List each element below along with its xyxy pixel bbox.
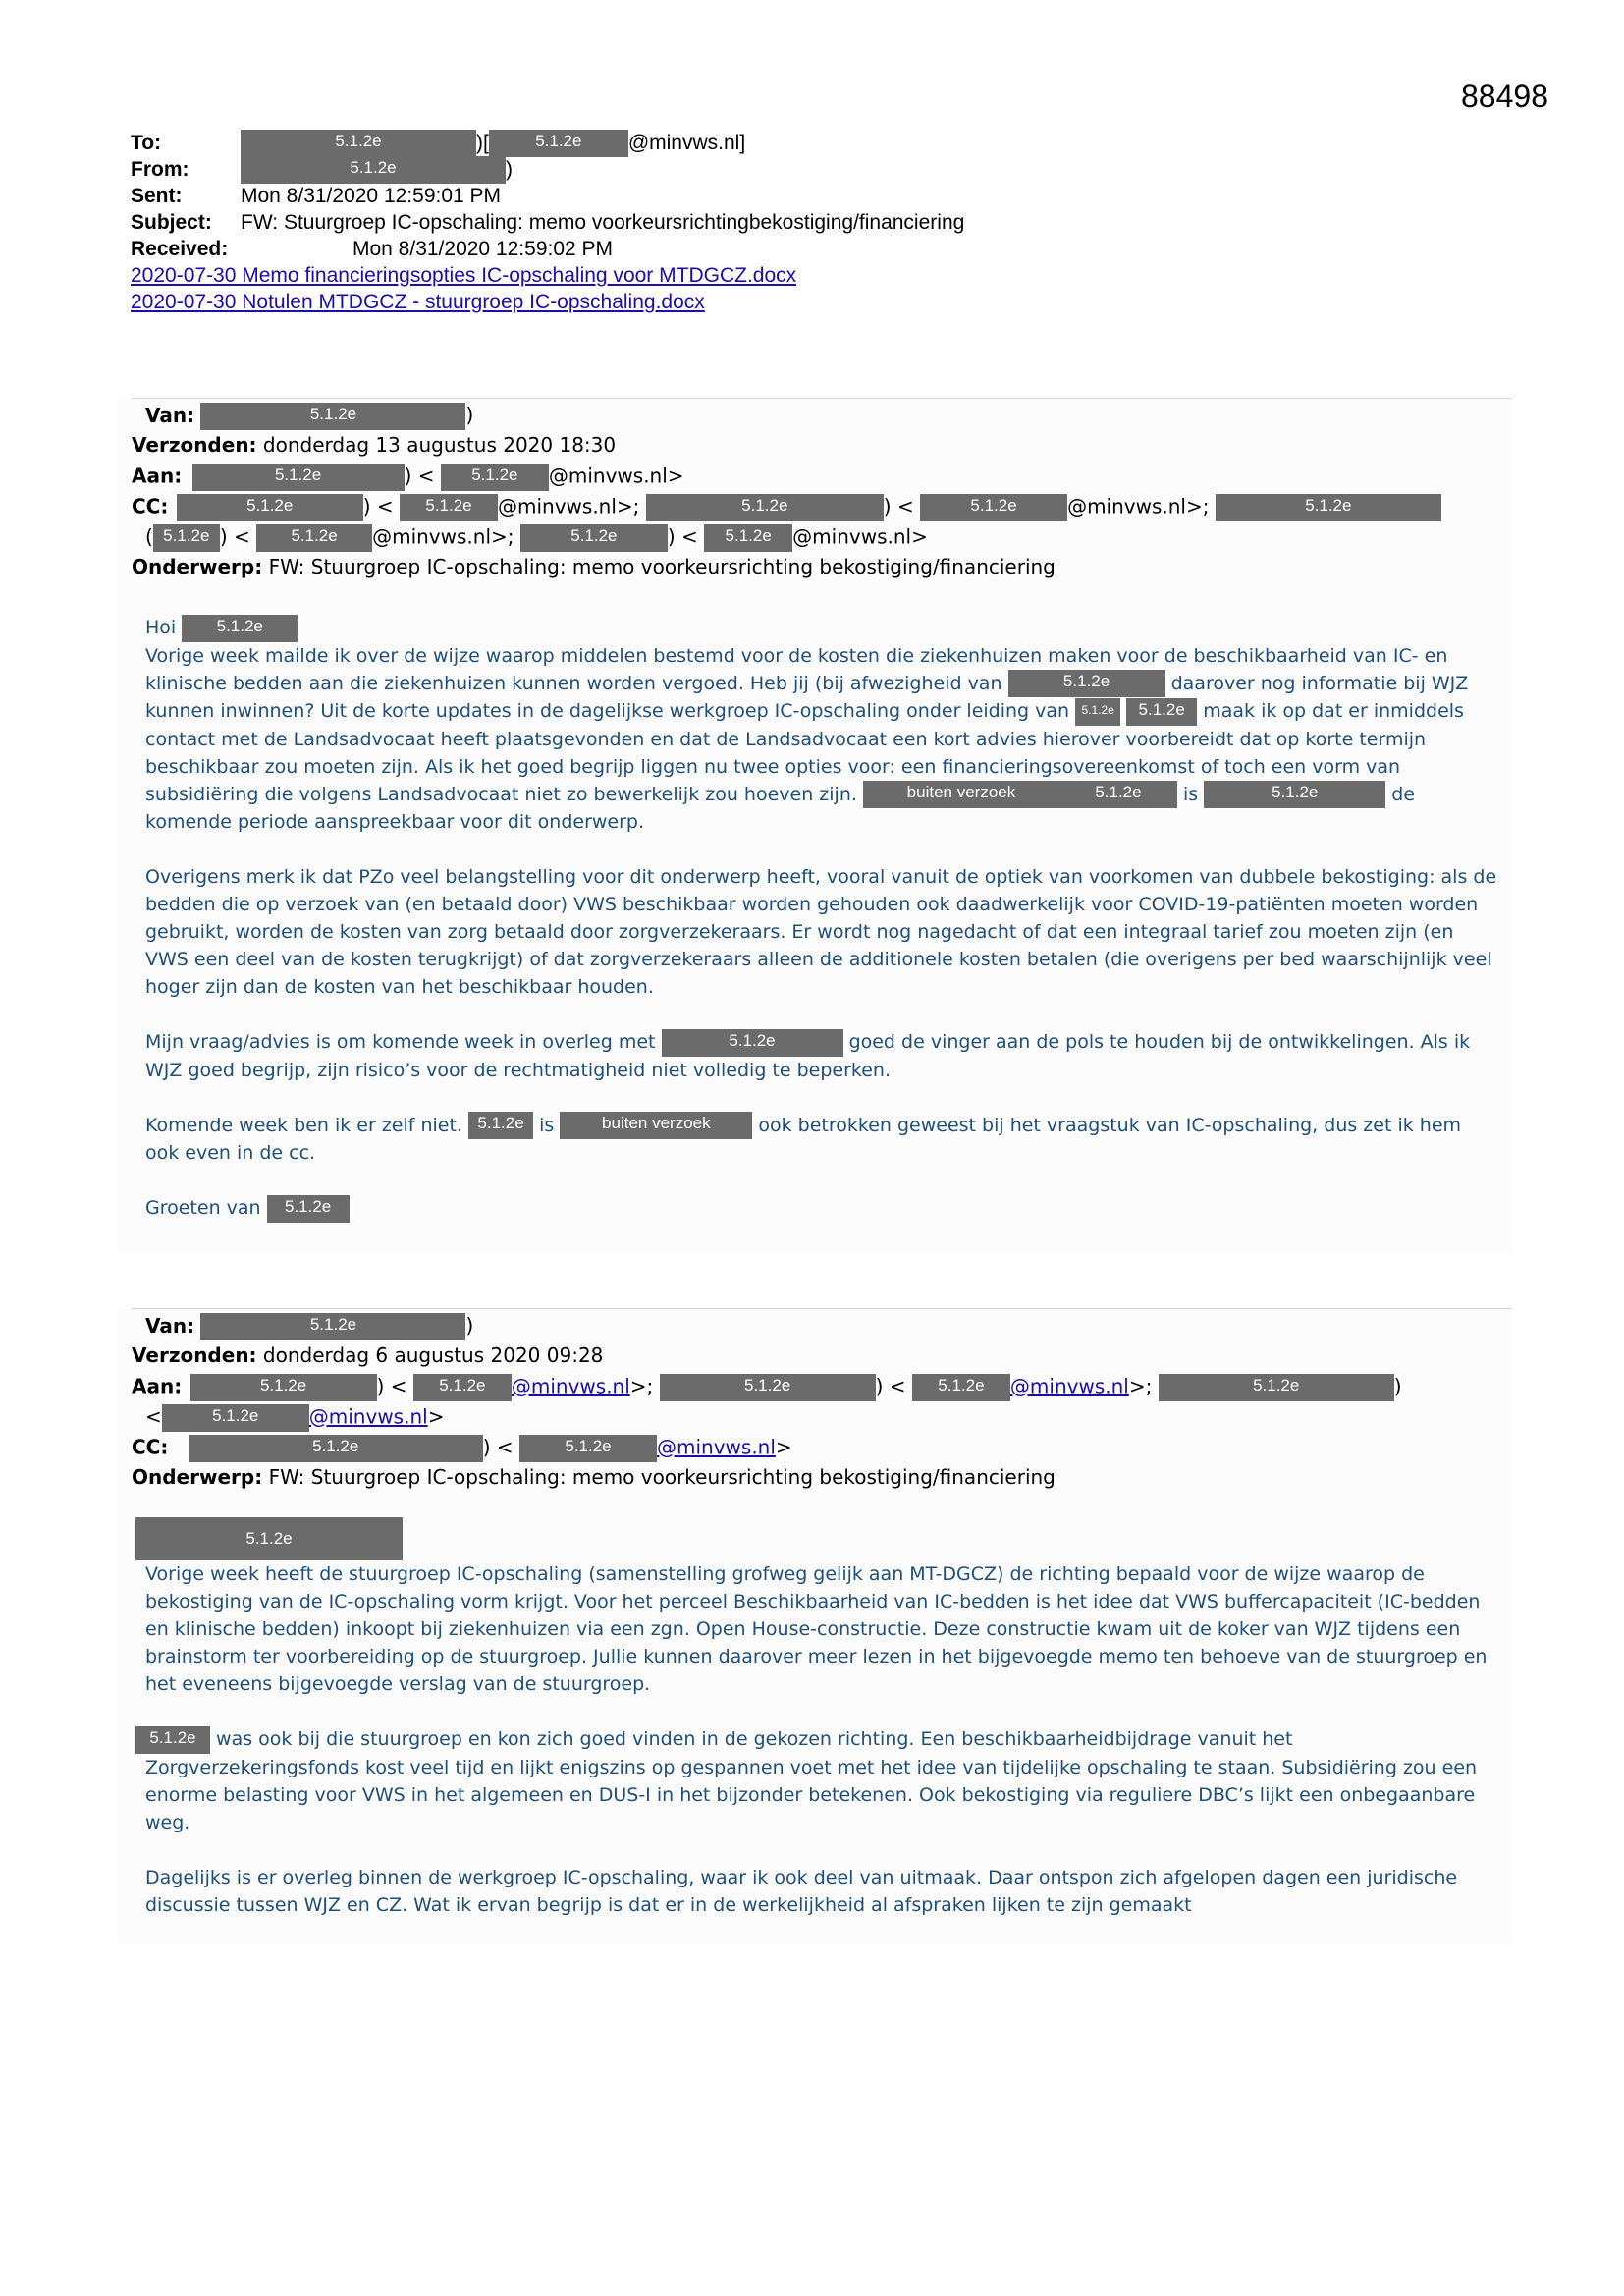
email1-paragraph-4: Komende week ben ik er zelf niet. 5.1.2e is buiten verzoek ook betrokken geweest bij het vraagstuk van IC-opschaling, dus zet ik hem ook even in de cc.	[145, 1114, 1462, 1164]
email1-cc-row: CC: 5.1.2e ) < 5.1.2e @minvws.nl>; 5.1.2e ) < 5.1.2e @minvws.nl>; 5.1.2e	[132, 494, 1441, 521]
email-link[interactable]: @minvws.nl	[1009, 1374, 1129, 1398]
email-link[interactable]: @minvws.nl	[511, 1374, 630, 1398]
subject-value: FW: Stuurgroep IC-opschaling: memo voorkeursrichtingbekostiging/financiering	[241, 211, 965, 234]
divider	[132, 1308, 1512, 1309]
redaction-box: 5.1.2e	[190, 1374, 377, 1401]
email1-paragraph-3: Mijn vraag/advies is om komende week in overleg met 5.1.2e goed de vinger aan de pols te houden bij de ontwikkelingen. Als ik WJZ goed begrijp, zijn risico’s voor de rechtmatigheid niet volledig te beperken.	[145, 1030, 1471, 1081]
redaction-box: 5.1.2e	[662, 1029, 843, 1057]
redaction-box: 5.1.2e	[135, 1517, 403, 1560]
redaction-box: 5.1.2e	[256, 524, 372, 552]
outer-email-header: To: 5.1.2e )[ 5.1.2e @minvws.nl] From: 5.1.2e ) Sent: Mon 8/31/2020 12:59:01 PM Subject: FW: Stuurgroep IC-opschaling: memo voorkeursrichtingbekostiging/financiering Received: Mon 8/31/2020 12:59:02 PM 2020-07-30 Memo financieringsopties IC-opschaling voor MTDGCZ.docx 2020-07-30 Notulen MTDGCZ - stuurgroep IC-opschaling.docx	[131, 132, 965, 313]
redaction-box: 5.1.2e	[1008, 670, 1165, 697]
to-label: To:	[131, 132, 162, 154]
email1-cc-row2: ( 5.1.2e ) < 5.1.2e @minvws.nl>; 5.1.2e ) < 5.1.2e @minvws.nl>	[145, 524, 928, 552]
redaction-outside-request: buiten verzoek	[560, 1112, 752, 1139]
redaction-box: 5.1.2e	[135, 1726, 210, 1754]
email2-aan-row: Aan: 5.1.2e ) < 5.1.2e @minvws.nl>; 5.1.2e ) < 5.1.2e @minvws.nl>; 5.1.2e )	[132, 1374, 1402, 1401]
to-domain: @minvws.nl]	[627, 132, 746, 154]
attachment-link-notulen[interactable]: 2020-07-30 Notulen MTDGCZ - stuurgroep IC-opschaling.docx	[131, 291, 705, 313]
redaction-box: 5.1.2e	[660, 1374, 876, 1401]
email1-van-row: Van: 5.1.2e )	[132, 403, 473, 430]
redaction-box: 5.1.2e	[413, 1374, 512, 1401]
received-value: Mon 8/31/2020 12:59:02 PM	[352, 238, 614, 260]
redaction-box: 5.1.2e	[189, 1435, 483, 1462]
redaction-outside-request: buiten verzoek	[863, 781, 1059, 808]
email-link[interactable]: @minvws.nl	[308, 1404, 428, 1429]
redaction-box: 5.1.2e	[704, 524, 792, 552]
redaction-box: 5.1.2e	[1216, 494, 1441, 521]
sent-value: Mon 8/31/2020 12:59:01 PM	[241, 185, 502, 207]
sent-label: Sent:	[131, 185, 183, 207]
redaction-box: 5.1.2e	[1126, 698, 1197, 726]
email-link[interactable]: @minvws.nl	[657, 1435, 776, 1459]
email2-aan-row2: < 5.1.2e @minvws.nl>	[145, 1404, 444, 1432]
redaction-box: 5.1.2e	[153, 524, 220, 552]
attachment-link-memo[interactable]: 2020-07-30 Memo financieringsopties IC-opschaling voor MTDGCZ.docx	[131, 264, 797, 287]
from-label: From:	[131, 158, 189, 181]
redaction-box: 5.1.2e	[1075, 698, 1120, 726]
document-number: 88498	[1461, 79, 1548, 114]
redaction-box: 5.1.2e	[489, 130, 628, 157]
redaction-box: 5.1.2e	[920, 494, 1067, 521]
email2-body	[145, 1517, 1500, 1919]
email1-verzonden-row: Verzonden: donderdag 13 augustus 2020 18:30	[132, 433, 617, 457]
redaction-box: 5.1.2e	[646, 494, 884, 521]
redaction-box: 5.1.2e	[182, 615, 298, 642]
email1-aan-row: Aan: 5.1.2e ) < 5.1.2e @minvws.nl>	[132, 464, 684, 491]
redaction-box: 5.1.2e	[468, 1112, 533, 1139]
redaction-box: 5.1.2e	[200, 403, 465, 430]
email2-paragraph-2: 5.1.2e was ook bij die stuurgroep en kon zich goed vinden in de gekozen richting. Een beschikbaarheidbijdrage vanuit het Zorgverzekeringsfonds kost veel tijd en lijkt enigszins op gespannen voet met het idee van tijdelijke opschaling te staan. Subsidiëring zou een enorme belasting voor VWS in het algemeen en DUS-I in het bijzonder betekenen. Ook bekostiging via reguliere DBC’s lijkt een onbegaanbare weg.	[145, 1725, 1500, 1836]
redaction-box: 5.1.2e	[241, 156, 506, 184]
redaction-box: 5.1.2e	[1159, 1374, 1394, 1401]
email2-onderwerp-row: Onderwerp: FW: Stuurgroep IC-opschaling: memo voorkeursrichting bekostiging/financiering	[132, 1465, 1056, 1489]
subject-label: Subject:	[131, 211, 212, 234]
redaction-box: 5.1.2e	[177, 494, 363, 521]
redaction-box: 5.1.2e	[520, 524, 668, 552]
redaction-box: 5.1.2e	[267, 1195, 350, 1223]
divider	[132, 398, 1512, 399]
email2-paragraph-3: Dagelijks is er overleg binnen de werkgroep IC-opschaling, waar ik ook deel van uitmaak. Daar ontspon zich afgelopen dagen een juridische discussie tussen WJZ en CZ. Wat ik ervan begrijp is dat er in de werkelijkheid al afspraken lijken te zijn gemaakt	[145, 1866, 1458, 1916]
received-label: Received:	[131, 238, 229, 260]
redaction-box: 5.1.2e	[1059, 781, 1177, 808]
email1-onderwerp-row: Onderwerp: FW: Stuurgroep IC-opschaling: memo voorkeursrichting bekostiging/financiering	[132, 555, 1056, 578]
email2-cc-row: CC: 5.1.2e ) < 5.1.2e @minvws.nl>	[132, 1435, 792, 1462]
email1-body: Hoi 5.1.2e Vorige week mailde ik over de wijze waarop middelen bestemd voor de kosten die ziekenhuizen maken voor de beschikbaarheid van IC- en klinische bedden aan die ziekenhuizen kunnen worden vergoed. Heb jij (bij afwezigheid van 5.1.2e daarover nog informatie bij WJZ kunnen inwinnen? Uit de korte updates in de dagelijkse werkgroep IC-opschaling onder leiding van 5.1.2e 5.1.2e maak ik op dat er inmiddels contact met de Landsadvocaat heeft plaatsgevonden en dat de Landsadvocaat een kort advies hierover voorbereidt dat op korte termijn beschikbaar zou moeten zijn. Als ik het goed begrijp liggen nu twee opties voor: een financieringsovereenkomst of toch een vorm van subsidiëring die volgens Landsadvocaat niet zo bewerkelijk zou hoeven zijn. buiten verzoek 5.1.2e is 5.1.2e de komende periode aanspreekbaar voor dit onderwerp. Overigens merk ik dat PZo veel belangstelling voor dit onderwerp heeft, vooral vanuit de optiek van voorkomen van dubbele bekostiging: als de bedden die op verzoek van (en betaald door) VWS beschikbaar worden gehouden ook daadwerkelijk voor COVID-19-patiënten moeten worden gebruikt, worden de kosten van zorg betaald door zorgverzekeraars. Er wordt nog nagedacht of dat een integraal tarief zou moeten zijn (en VWS een deel van de kosten terugkrijgt) of dat zorgverzekeraars alleen de additionele kosten betalen (die overigens per bed waarschijnlijk veel hoger zijn dan de kosten van het beschikbaar houden. Mijn vraag/advies is om komende week in overleg met 5.1.2e goed de vinger aan de pols te houden bij de ontwikkelingen. Als ik WJZ goed begrijp, zijn risico’s voor de rechtmatigheid niet volledig te beperken. Komende week ben ik er zelf niet. 5.1.2e is buiten verzoek ook betrokken geweest bij het vraagstuk van IC-opschaling, dus zet ik hem ook even in de cc. Groeten van 5.1.2e	[145, 614, 1500, 1223]
redaction-box: 5.1.2e	[912, 1374, 1010, 1401]
email1-paragraph-2: Overigens merk ik dat PZo veel belangstelling voor dit onderwerp heeft, vooral vanuit de optiek van voorkomen van dubbele bekostiging: als de bedden die op verzoek van (en betaald door) VWS beschikbaar worden gehouden ook daadwerkelijk voor COVID-19-patiënten moeten worden gebruikt, worden de kosten van zorg betaald door zorgverzekeraars. Er wordt nog nagedacht of dat een integraal tarief zou moeten zijn (en VWS een deel van de kosten terugkrijgt) of dat zorgverzekeraars alleen de additionele kosten betalen (die overigens per bed waarschijnlijk veel hoger zijn dan de kosten van het beschikbaar houden.	[145, 866, 1497, 998]
redaction-box: 5.1.2e	[192, 464, 405, 491]
email1-closing: Groeten van 5.1.2e	[145, 1194, 1500, 1223]
email2-verzonden-row: Verzonden: donderdag 6 augustus 2020 09:28	[132, 1343, 604, 1367]
redaction-box: 5.1.2e	[519, 1435, 657, 1462]
redaction-box: 5.1.2e	[200, 1313, 465, 1340]
email1-paragraph-1: Vorige week mailde ik over de wijze waarop middelen bestemd voor de kosten die ziekenhuizen maken voor de beschikbaarheid van IC- en klinische bedden aan die ziekenhuizen kunnen worden vergoed. Heb jij (bij afwezigheid van 5.1.2e daarover nog informatie bij WJZ kunnen inwinnen? Uit de korte updates in de dagelijkse werkgroep IC-opschaling onder leiding van 5.1.2e 5.1.2e maak ik op dat er inmiddels contact met de Landsadvocaat heeft plaatsgevonden en dat de Landsadvocaat een kort advies hierover voorbereidt dat op korte termijn beschikbaar zou moeten zijn. Als ik het goed begrijp liggen nu twee opties voor: een financieringsovereenkomst of toch een vorm van subsidiëring die volgens Landsadvocaat niet zo bewerkelijk zou hoeven zijn. buiten verzoek 5.1.2e is 5.1.2e de komende periode aanspreekbaar voor dit onderwerp.	[145, 644, 1469, 833]
redaction-box: 5.1.2e	[1204, 781, 1385, 808]
email2-van-row: Van: 5.1.2e )	[132, 1313, 473, 1340]
redaction-box: 5.1.2e	[241, 130, 476, 157]
email2-paragraph-1: Vorige week heeft de stuurgroep IC-opschaling (samenstelling grofweg gelijk aan MT-DGCZ) de richting bepaald voor de wijze waarop de bekostiging van de IC-opschaling vorm krijgt. Voor het perceel Beschikbaarheid van IC-bedden is het idee dat VWS buffercapaciteit (IC-bedden en klinische bedden) inkoopt bij ziekenhuizen via een zgn. Open House-constructie. Deze constructie kwam uit de koker van WJZ tijdens een brainstorm ter voorbereiding op de stuurgroep. Jullie kunnen daarover meer lezen in het bijgevoegde memo ten behoeve van de stuurgroep en het eveneens bijgevoegde verslag van de stuurgroep.	[145, 1563, 1488, 1695]
redaction-box: 5.1.2e	[400, 494, 498, 521]
redaction-box: 5.1.2e	[441, 464, 549, 491]
redaction-box: 5.1.2e	[162, 1404, 309, 1432]
